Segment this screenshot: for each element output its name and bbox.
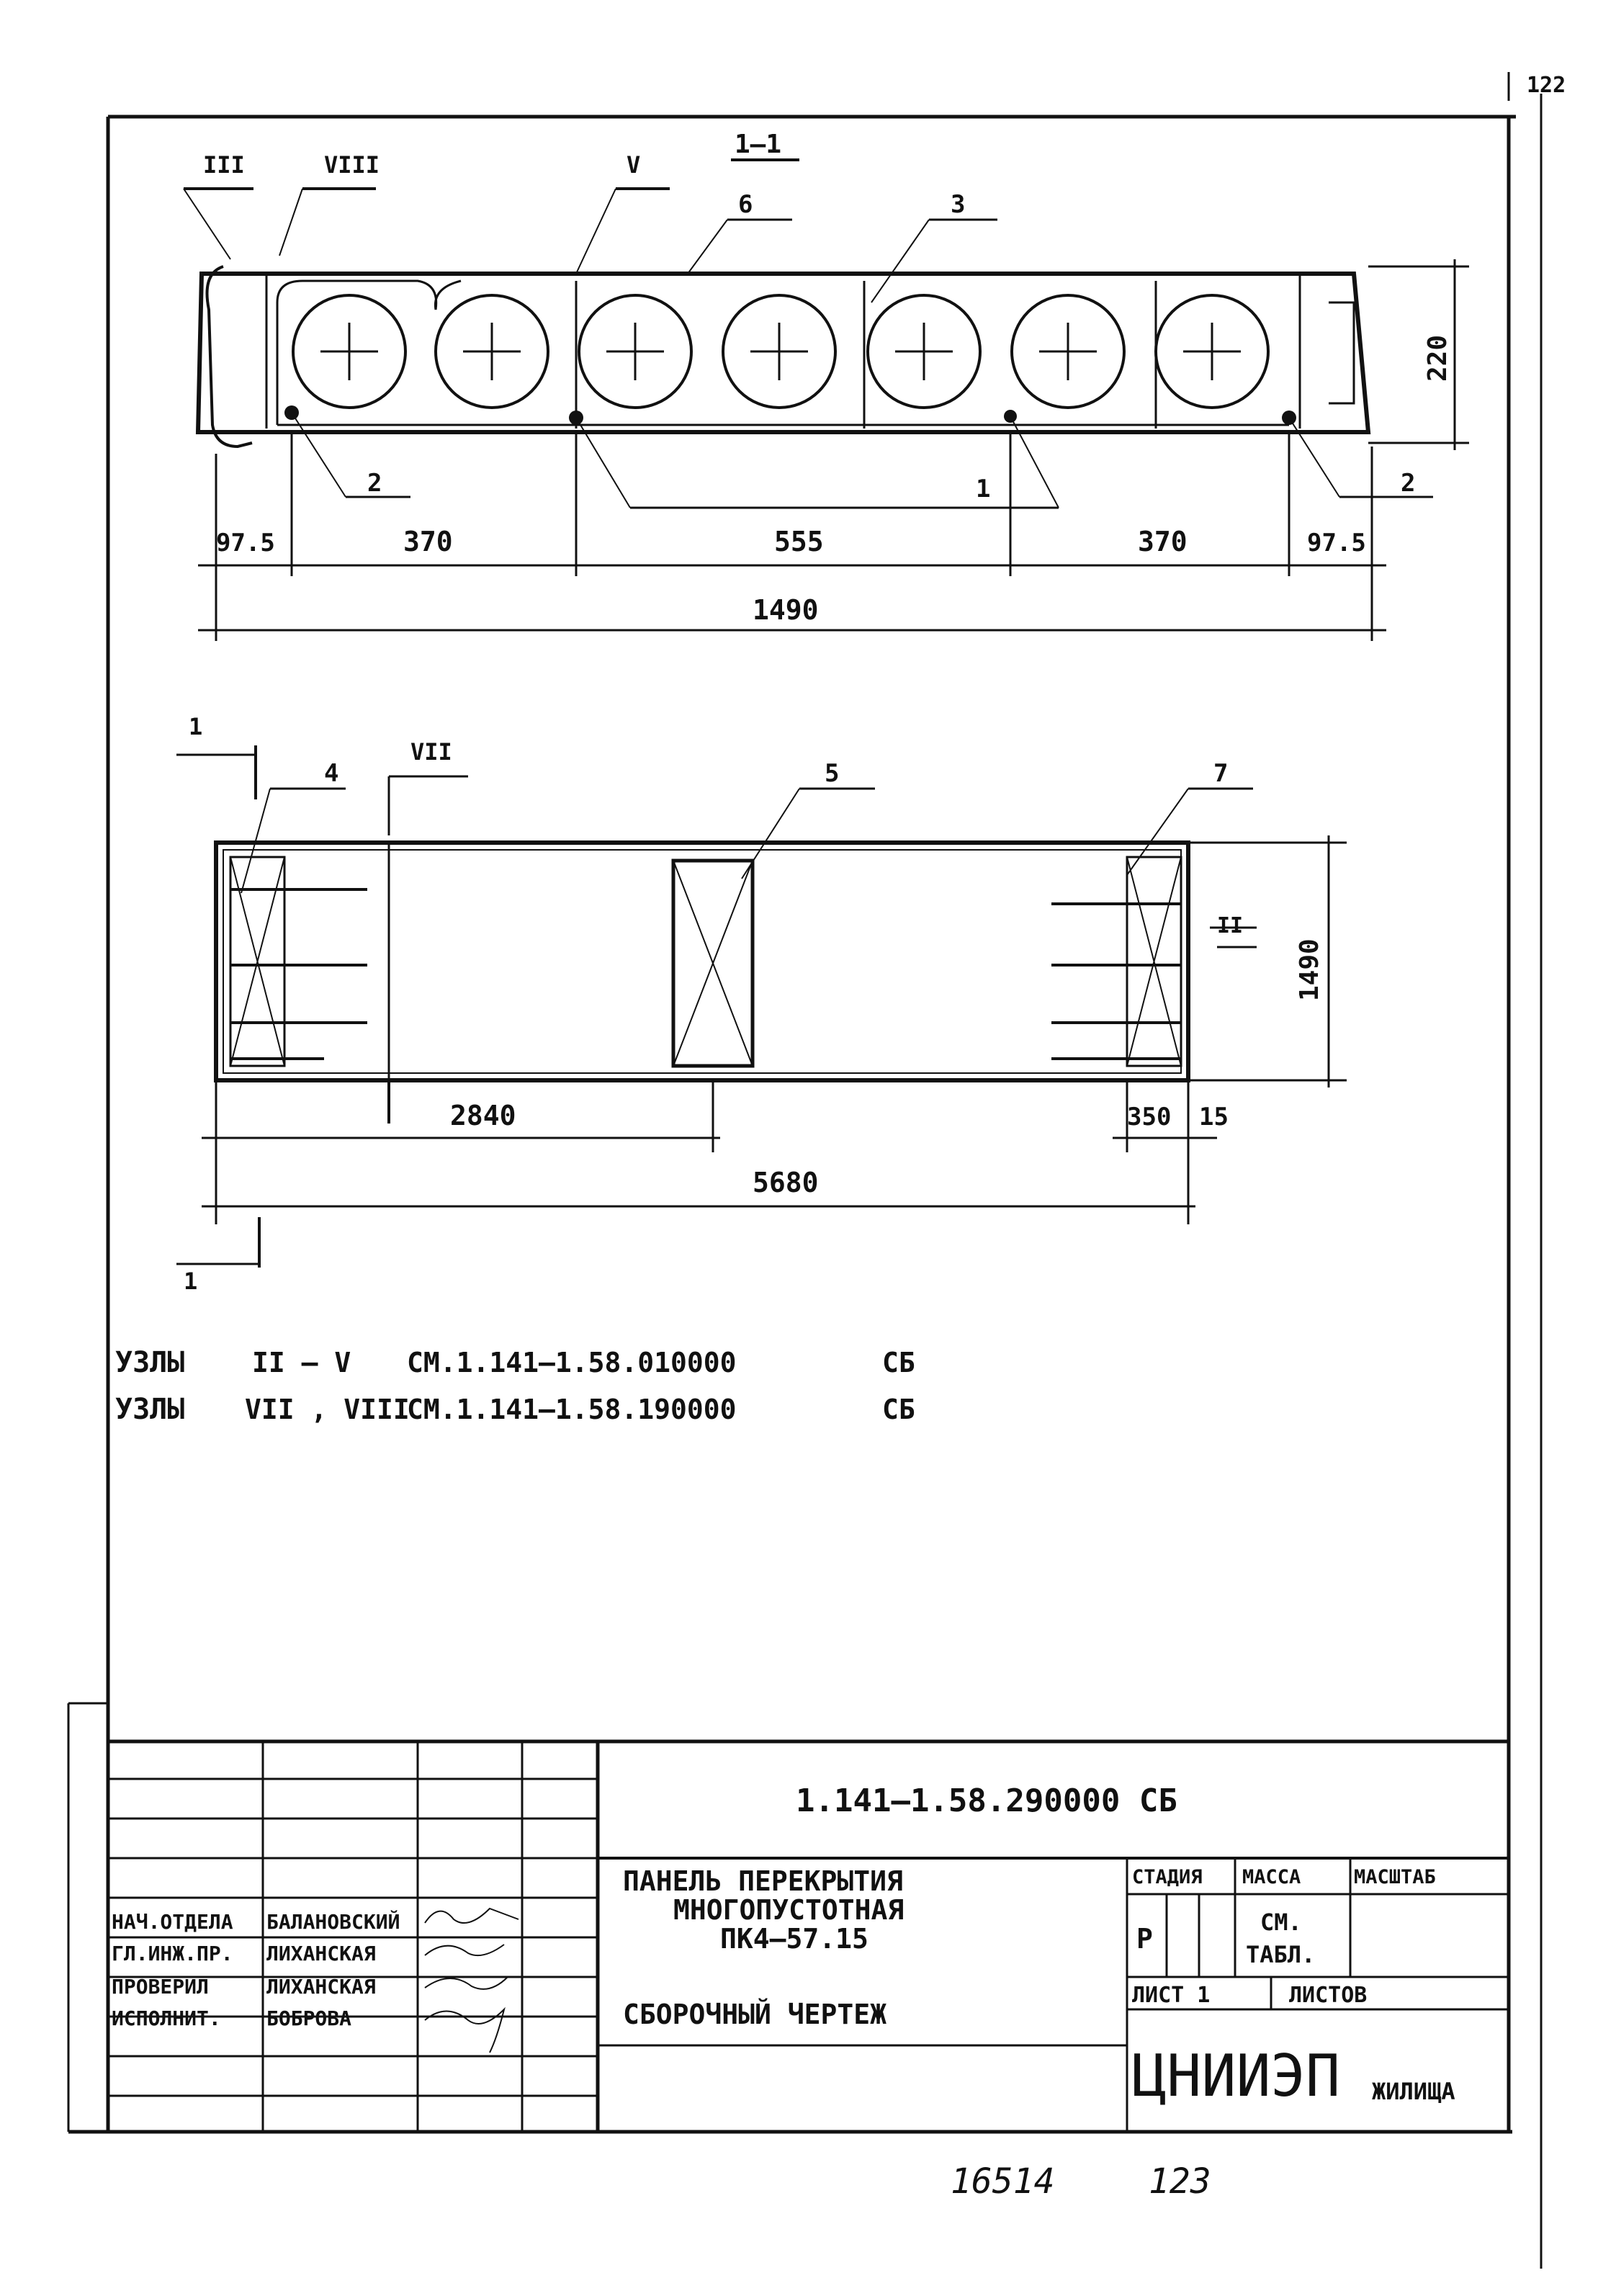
section-title: 1—1 [735, 130, 782, 159]
note-2-nodes: VII , VIII [245, 1394, 410, 1425]
section-mark-top: 1 [189, 713, 203, 740]
node-label-iii: III [203, 151, 245, 179]
role-3: ИСПОЛНИТ. [112, 2006, 221, 2030]
callout-6: 6 [738, 190, 753, 219]
note-1-nodes: II – V [252, 1347, 351, 1378]
title-line-1: ПАНЕЛЬ ПЕРЕКРЫТИЯ [623, 1865, 903, 1897]
note-1-suffix: СБ [882, 1347, 915, 1378]
name-2: ЛИХАНСКАЯ [266, 1975, 376, 1999]
sheet-label: ЛИСТ 1 [1132, 1983, 1211, 2008]
name-3: БОБРОВА [266, 2006, 352, 2030]
org-sub: ЖИЛИЩА [1372, 2078, 1455, 2105]
title-line-2: МНОГОПУСТОТНАЯ [673, 1894, 904, 1926]
mass-value-2: ТАБЛ. [1246, 1941, 1316, 1968]
node-label-viii: VIII [324, 151, 380, 179]
dim-height: 220 [1423, 334, 1453, 382]
subtitle: СБОРОЧНЫЙ ЧЕРТЕЖ [623, 1999, 887, 2030]
mass-header: МАССА [1242, 1866, 1301, 1888]
scale-header: МАСШТАБ [1354, 1866, 1436, 1888]
hollow-cores [277, 281, 1296, 429]
node-label-ii: II [1217, 913, 1244, 938]
note-2-suffix: СБ [882, 1394, 915, 1425]
signature-rows [112, 1909, 519, 2053]
stage-header: СТАДИЯ [1132, 1866, 1203, 1888]
callout-3: 3 [951, 190, 966, 219]
org-main: ЦНИИЭП [1132, 2042, 1340, 2109]
role-2: ПРОВЕРИЛ [112, 1975, 209, 1999]
note-2-label: УЗЛЫ [115, 1393, 185, 1426]
dim-span-mid: 555 [774, 526, 824, 557]
section-1-1 [184, 130, 1469, 641]
dim-span-left: 370 [403, 526, 453, 557]
dim-right-edge: 97.5 [1307, 529, 1366, 557]
callout-5: 5 [825, 759, 840, 788]
dim-width: 1490 [1295, 938, 1324, 1001]
note-1-label: УЗЛЫ [115, 1346, 185, 1379]
dim-total: 1490 [753, 594, 819, 626]
handwritten-right: 123 [1149, 2161, 1211, 2202]
dim-end-zone: 350 [1127, 1103, 1172, 1131]
notes [115, 1346, 915, 1426]
doc-code: 1.141–1.58.290000 СБ [796, 1782, 1177, 1819]
mass-value-1: СМ. [1260, 1909, 1302, 1936]
callout-4: 4 [324, 759, 339, 788]
handwritten-signatures [425, 1909, 519, 2053]
note-1-ref: СМ.1.141–1.58.010000 [407, 1347, 737, 1378]
title-block [108, 1741, 1509, 2132]
callout-2-left: 2 [367, 469, 382, 498]
title-line-3: ПК4–57.15 [720, 1923, 868, 1955]
callout-1: 1 [976, 475, 991, 503]
callout-2-right: 2 [1401, 469, 1416, 498]
dim-left-edge: 97.5 [216, 529, 275, 557]
dim-total-length: 5680 [753, 1167, 819, 1198]
dim-end-gap: 15 [1199, 1103, 1229, 1131]
node-label-vii: VII [410, 738, 452, 766]
role-1: ГЛ.ИНЖ.ПР. [112, 1942, 233, 1965]
dim-half-length: 2840 [450, 1100, 516, 1131]
name-1: ЛИХАНСКАЯ [266, 1942, 376, 1965]
section-mark-bottom: 1 [184, 1268, 198, 1295]
stage-value: Р [1136, 1923, 1153, 1955]
note-2-ref: СМ.1.141–1.58.190000 [407, 1394, 737, 1425]
name-0: БАЛАНОВСКИЙ [266, 1910, 400, 1934]
plan-view [176, 713, 1347, 1295]
corner-number: 122 [1527, 73, 1566, 98]
callout-7: 7 [1213, 759, 1229, 788]
node-label-v: V [627, 151, 641, 179]
role-0: НАЧ.ОТДЕЛА [112, 1910, 233, 1934]
sheets-label: ЛИСТОВ [1289, 1983, 1368, 2008]
handwritten-left: 16514 [951, 2161, 1055, 2202]
dim-span-right: 370 [1138, 526, 1188, 557]
